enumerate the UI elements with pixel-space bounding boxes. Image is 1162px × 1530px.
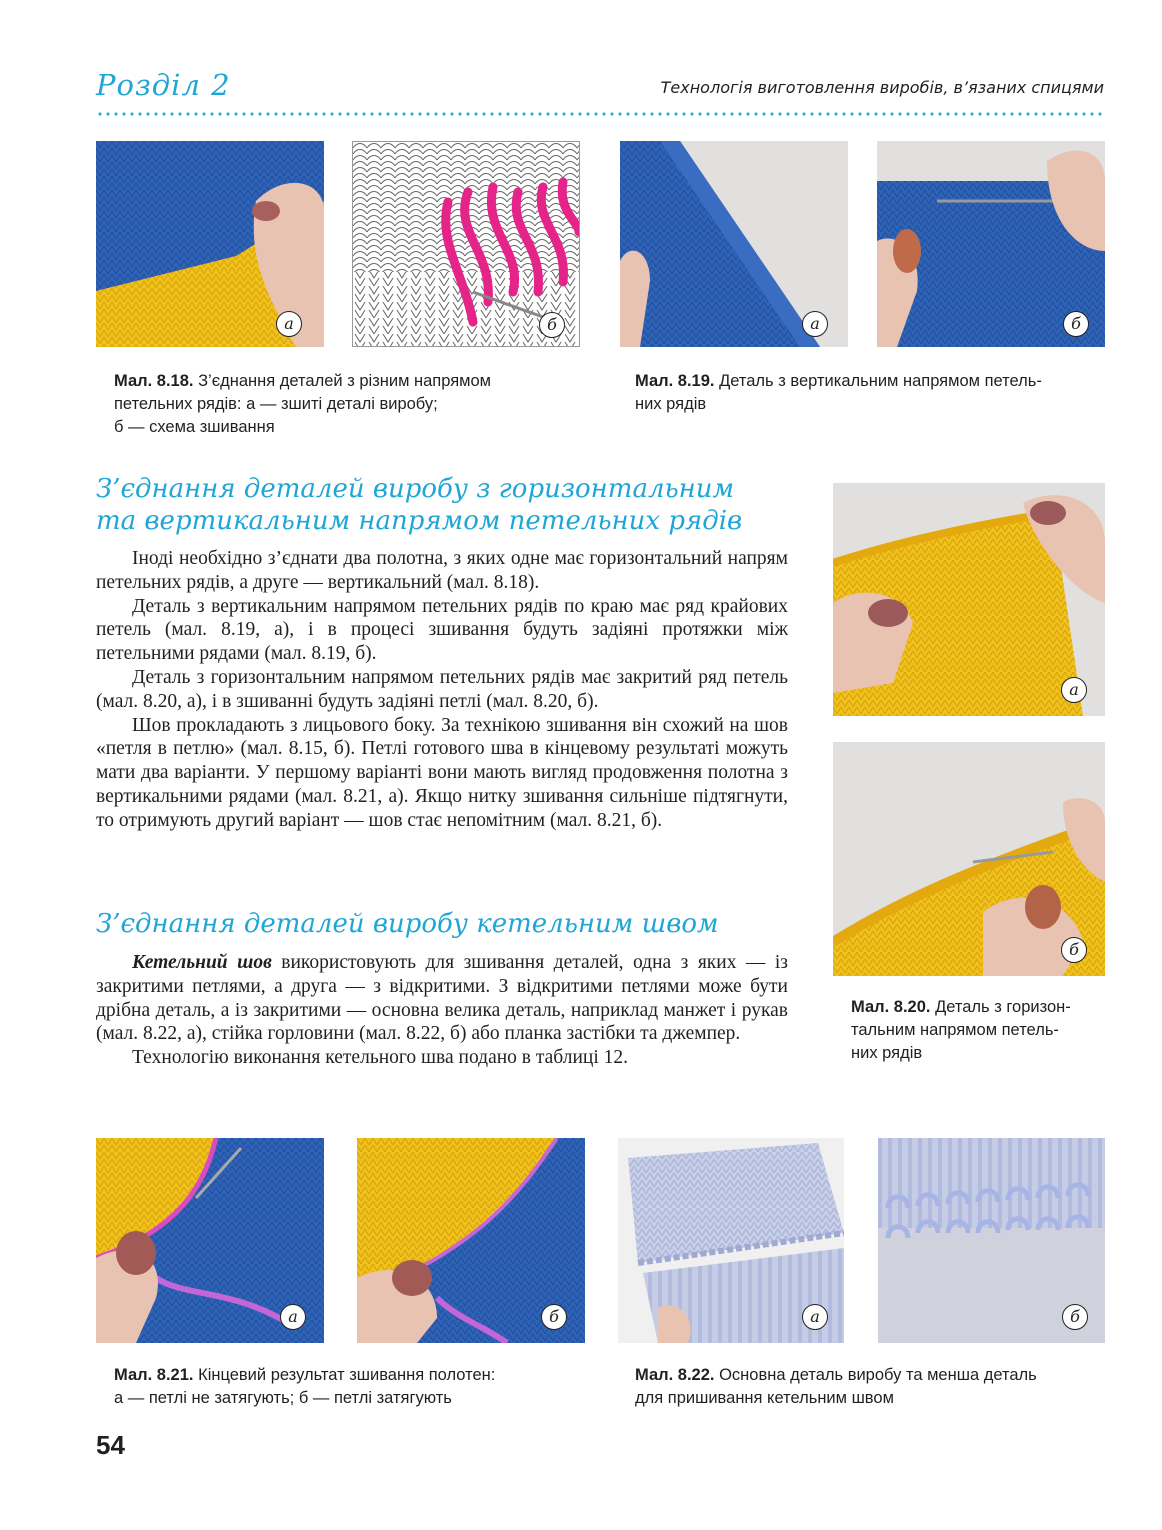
heading-line: З’єднання деталей виробу з горизонтальним <box>96 474 735 504</box>
section-label: Розділ 2 <box>96 68 231 102</box>
badge-b: б <box>1063 311 1089 337</box>
caption-text: З’єднання деталей з різним напрямом <box>198 372 492 390</box>
header-divider <box>96 112 1104 116</box>
caption-label: Мал. 8.20. <box>851 998 931 1016</box>
caption-text: Основна деталь виробу та менша деталь <box>719 1366 1037 1384</box>
running-title: Технологія виготовлення виробів, в’язаних спицями <box>660 78 1104 97</box>
term: Кетельний шов <box>132 952 272 973</box>
paragraph: Технологію виконання кетельного шва подано в таблиці 12. <box>132 1047 628 1069</box>
badge-b: б <box>541 1304 567 1330</box>
heading-line: З’єднання деталей виробу кетельним швом <box>96 909 719 939</box>
photo-8-20-a <box>833 483 1105 716</box>
schema-8-18-b <box>352 141 580 347</box>
photo-8-22-b <box>878 1138 1105 1343</box>
photo-8-22-a <box>618 1138 844 1343</box>
paragraph <box>96 951 788 1046</box>
badge-a: а <box>1061 677 1087 703</box>
caption-8-21 <box>114 1364 584 1410</box>
section-2-text <box>96 951 788 1070</box>
photo-8-21-a <box>96 1138 324 1343</box>
caption-label: Мал. 8.18. <box>114 372 194 390</box>
caption-text: б — схема зшивання <box>114 418 275 436</box>
caption-8-20 <box>851 996 1105 1065</box>
badge-a: а <box>280 1304 306 1330</box>
paragraph: Деталь з горизонтальним напрямом петельних рядів має закритий ряд петель (мал. 8.20, а), і в зшиванні будуть задіяні петлі (мал. 8.20, б). <box>96 666 788 712</box>
paragraph: Шов прокладають з лицьового боку. За технікою зшивання він схожий на шов «петля в петлю» (мал. 8.15, б). Петлі готового шва в кінцевому результаті можуть мати два варіанти. У першому варіанті вони мають вигляд продовження полотна з вертикальними рядами (мал. 8.21, а). Якщо нитку зшивання сильніше підтягнути, то отримують другий варіант — шов стає непомітним (мал. 8.21, б). <box>96 714 788 831</box>
paragraph: Деталь з вертикальним напрямом петельних рядів по краю має ряд крайових петель (мал. 8.19, а), і в процесі зшивання будуть задіяні протяжки між петельними рядами (мал. 8.19, б). <box>96 595 788 665</box>
caption-8-18 <box>114 370 574 439</box>
paragraph: Іноді необхідно з’єднати два полотна, з яких одне має горизонтальний напрям петельних рядів, а друге — вертикальний (мал. 8.18). <box>96 548 788 593</box>
badge-b: б <box>1062 1304 1088 1330</box>
paragraph-text: використовують для зшивання деталей, одна з яких — із закритими петлями, а друга — з відкритими. З відкритими петлями може бути дрібна деталь, а із закритими — основна велика деталь, наприклад манжет і рукав (мал. 8.22, а), стійка горловини (мал. 8.22, б) або планка застібки та джемпер. <box>96 952 788 1045</box>
section-1-text <box>96 547 788 833</box>
badge-a: а <box>276 311 302 337</box>
caption-text: тальним напрямом петель- <box>851 1021 1059 1039</box>
badge-b: б <box>1061 937 1087 963</box>
caption-text: Кінцевий результат зшивання полотен: <box>198 1366 496 1384</box>
section-heading-1 <box>96 473 796 537</box>
caption-8-22 <box>635 1364 1105 1410</box>
caption-text: для пришивання кетельним швом <box>635 1389 894 1407</box>
photo-8-20-b <box>833 742 1105 976</box>
caption-8-19 <box>635 370 1105 416</box>
photo-8-19-a <box>620 141 848 347</box>
caption-text: а — петлі не затягують; б — петлі затягують <box>114 1389 452 1407</box>
section-heading-2 <box>96 908 796 940</box>
badge-a: а <box>802 311 828 337</box>
caption-text: них рядів <box>635 395 707 413</box>
caption-text: Деталь з вертикальним напрямом петель- <box>719 372 1042 390</box>
caption-text: петельних рядів: а — зшиті деталі виробу; <box>114 395 438 413</box>
caption-label: Мал. 8.21. <box>114 1366 194 1384</box>
photo-8-18-a <box>96 141 324 347</box>
badge-a: а <box>802 1304 828 1330</box>
caption-text: Деталь з горизон- <box>935 998 1071 1016</box>
heading-line: та вертикальним напрямом петельних рядів <box>96 506 743 536</box>
caption-label: Мал. 8.22. <box>635 1366 715 1384</box>
photo-8-21-b <box>357 1138 585 1343</box>
photo-8-19-b <box>877 141 1105 347</box>
caption-label: Мал. 8.19. <box>635 372 715 390</box>
caption-text: них рядів <box>851 1044 923 1062</box>
badge-b: б <box>539 312 565 338</box>
page-number: 54 <box>96 1430 125 1460</box>
